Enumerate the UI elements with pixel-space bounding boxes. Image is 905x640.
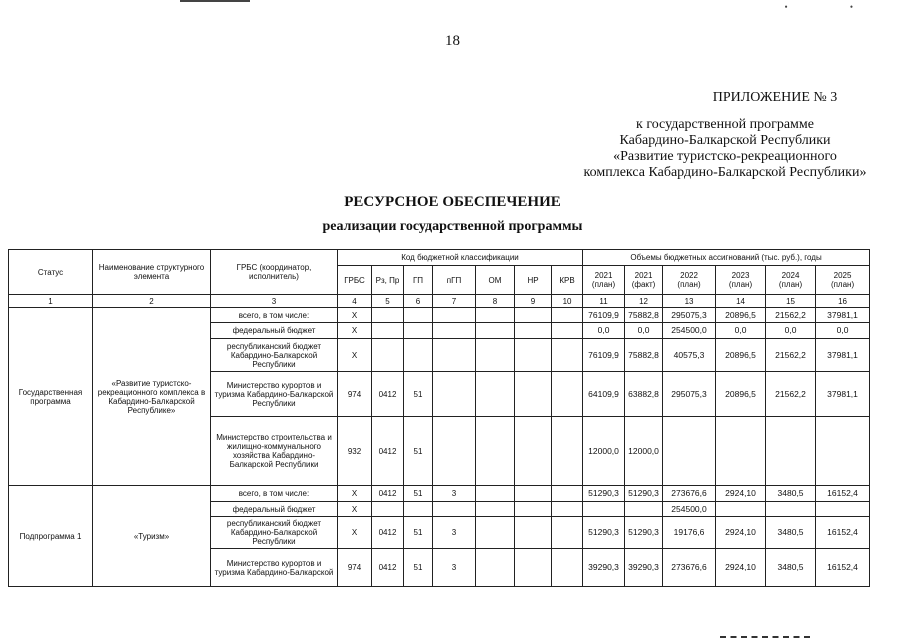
- cell-code: X: [338, 323, 372, 339]
- year-label: 2024: [781, 271, 800, 280]
- column-number: 7: [433, 295, 476, 308]
- cell-value: [716, 417, 766, 486]
- column-number: 10: [552, 295, 583, 308]
- cell-value: 76109,9: [583, 308, 625, 323]
- cell-value: 12000,0: [625, 417, 663, 486]
- cell-code: X: [338, 308, 372, 323]
- cell-value: 20896,5: [716, 372, 766, 417]
- cell-value: 3480,5: [766, 486, 816, 502]
- column-number: 15: [766, 295, 816, 308]
- column-number: 12: [625, 295, 663, 308]
- cell-code: [552, 502, 583, 517]
- appendix-line: Кабардино-Балкарской Республики: [619, 133, 831, 148]
- column-number: 16: [816, 295, 870, 308]
- cell-value: 51290,3: [625, 517, 663, 549]
- scan-artifact-bottom: [720, 634, 810, 638]
- document-title: РЕСУРСНОЕ ОБЕСПЕЧЕНИЕ: [344, 194, 561, 210]
- cell-code: [476, 417, 515, 486]
- header-grbs: ГРБС (координатор, исполнитель): [211, 250, 338, 295]
- cell-code: X: [338, 339, 372, 372]
- cell-code: [433, 372, 476, 417]
- cell-code: [476, 517, 515, 549]
- cell-grbs: Министерство курортов и туризма Кабардино-Балкарской Республики: [211, 372, 338, 417]
- header-code-col: НР: [515, 266, 552, 295]
- cell-code: [552, 517, 583, 549]
- cell-code: [404, 339, 433, 372]
- cell-code: [476, 308, 515, 323]
- cell-value: 19176,6: [663, 517, 716, 549]
- header-year-col: [766, 266, 816, 295]
- cell-code: 3: [433, 486, 476, 502]
- header-year-col: [625, 266, 663, 295]
- header-budget-code: Код бюджетной классификации: [338, 250, 583, 266]
- header-code-col: пГП: [433, 266, 476, 295]
- cell-code: [476, 372, 515, 417]
- table-row: [9, 486, 870, 502]
- cell-value: 75882,8: [625, 308, 663, 323]
- column-number: 6: [404, 295, 433, 308]
- cell-grbs: всего, в том числе:: [211, 486, 338, 502]
- year-kind: (план): [728, 280, 753, 289]
- cell-code: [372, 339, 404, 372]
- cell-code: [552, 372, 583, 417]
- year-kind: (план): [830, 280, 855, 289]
- cell-value: 254500,0: [663, 502, 716, 517]
- cell-value: 37981,1: [816, 308, 870, 323]
- cell-code: [515, 549, 552, 587]
- cell-code: [515, 502, 552, 517]
- cell-value: 51290,3: [625, 486, 663, 502]
- cell-code: 51: [404, 486, 433, 502]
- header-code-col: Рз, Пр: [372, 266, 404, 295]
- cell-code: [372, 502, 404, 517]
- cell-code: [404, 323, 433, 339]
- cell-code: [476, 323, 515, 339]
- cell-value: 0,0: [625, 323, 663, 339]
- cell-code: [515, 372, 552, 417]
- cell-code: [515, 417, 552, 486]
- cell-value: [625, 502, 663, 517]
- header-year-col: [816, 266, 870, 295]
- header-element: Наименование структурного элемента: [93, 250, 211, 295]
- cell-value: 75882,8: [625, 339, 663, 372]
- column-number: 13: [663, 295, 716, 308]
- cell-grbs: федеральный бюджет: [211, 502, 338, 517]
- cell-value: 40575,3: [663, 339, 716, 372]
- cell-code: 974: [338, 372, 372, 417]
- cell-code: [552, 417, 583, 486]
- cell-value: 16152,4: [816, 486, 870, 502]
- header-year-col: [716, 266, 766, 295]
- cell-element: «Развитие туристско-рекреационного комплекса в Кабардино-Балкарской Республике»: [93, 308, 211, 486]
- cell-code: [476, 502, 515, 517]
- cell-value: 0,0: [716, 323, 766, 339]
- cell-grbs: республиканский бюджет Кабардино-Балкарской Республики: [211, 339, 338, 372]
- cell-status: Подпрограмма 1: [9, 486, 93, 587]
- cell-value: 51290,3: [583, 486, 625, 502]
- scan-artifact-top: [180, 0, 250, 2]
- cell-value: 2924,10: [716, 517, 766, 549]
- cell-value: 3480,5: [766, 517, 816, 549]
- cell-code: [552, 486, 583, 502]
- cell-code: 51: [404, 517, 433, 549]
- cell-code: X: [338, 502, 372, 517]
- year-kind: (факт): [631, 280, 656, 289]
- cell-value: 16152,4: [816, 549, 870, 587]
- cell-code: [552, 323, 583, 339]
- cell-code: 932: [338, 417, 372, 486]
- cell-grbs: федеральный бюджет: [211, 323, 338, 339]
- header-year-col: [663, 266, 716, 295]
- cell-value: 37981,1: [816, 372, 870, 417]
- column-number: 1: [9, 295, 93, 308]
- cell-code: [433, 323, 476, 339]
- cell-value: [816, 417, 870, 486]
- column-number: 11: [583, 295, 625, 308]
- cell-code: X: [338, 517, 372, 549]
- cell-code: [552, 549, 583, 587]
- page-number: 18: [445, 33, 460, 49]
- header-code-col: ГП: [404, 266, 433, 295]
- cell-code: [552, 308, 583, 323]
- cell-value: 39290,3: [583, 549, 625, 587]
- cell-code: [476, 486, 515, 502]
- cell-value: [716, 502, 766, 517]
- column-number: 5: [372, 295, 404, 308]
- column-number: 2: [93, 295, 211, 308]
- cell-value: 3480,5: [766, 549, 816, 587]
- cell-value: 2924,10: [716, 486, 766, 502]
- column-number: 4: [338, 295, 372, 308]
- appendix-line: комплекса Кабардино-Балкарской Республики»: [583, 165, 867, 180]
- header-year-col: [583, 266, 625, 295]
- cell-value: 64109,9: [583, 372, 625, 417]
- appendix-line: к государственной программе: [636, 117, 814, 132]
- cell-value: [583, 502, 625, 517]
- cell-code: 51: [404, 372, 433, 417]
- cell-code: [476, 549, 515, 587]
- column-number: 8: [476, 295, 515, 308]
- cell-value: 273676,6: [663, 549, 716, 587]
- cell-value: 295075,3: [663, 308, 716, 323]
- cell-code: 0412: [372, 549, 404, 587]
- cell-element: «Туризм»: [93, 486, 211, 587]
- appendix-heading: ПРИЛОЖЕНИЕ № 3: [712, 90, 838, 105]
- scan-artifact-corner: • •: [784, 2, 883, 12]
- cell-code: [476, 339, 515, 372]
- header-code-col: КРВ: [552, 266, 583, 295]
- cell-value: 20896,5: [716, 308, 766, 323]
- cell-value: 20896,5: [716, 339, 766, 372]
- cell-code: 3: [433, 549, 476, 587]
- header-code-col: ОМ: [476, 266, 515, 295]
- document-subtitle: реализации государственной программы: [322, 219, 583, 234]
- cell-value: 0,0: [816, 323, 870, 339]
- cell-value: 63882,8: [625, 372, 663, 417]
- cell-code: [372, 308, 404, 323]
- header-volumes: Объемы бюджетных ассигнований (тыс. руб.), годы: [583, 250, 870, 266]
- cell-code: [515, 517, 552, 549]
- cell-grbs: республиканский бюджет Кабардино-Балкарской Республики: [211, 517, 338, 549]
- cell-code: [433, 339, 476, 372]
- cell-code: [372, 323, 404, 339]
- header-code-col: ГРБС: [338, 266, 372, 295]
- appendix-block: [540, 90, 905, 181]
- column-number: 9: [515, 295, 552, 308]
- cell-value: 37981,1: [816, 339, 870, 372]
- cell-code: [433, 502, 476, 517]
- cell-value: 2924,10: [716, 549, 766, 587]
- cell-code: 0412: [372, 517, 404, 549]
- cell-value: 0,0: [766, 323, 816, 339]
- cell-code: [433, 308, 476, 323]
- cell-code: 51: [404, 549, 433, 587]
- year-label: 2022: [680, 271, 698, 280]
- cell-value: [766, 417, 816, 486]
- cell-code: X: [338, 486, 372, 502]
- year-kind: (план): [778, 280, 803, 289]
- cell-value: 39290,3: [625, 549, 663, 587]
- cell-value: 51290,3: [583, 517, 625, 549]
- cell-code: 0412: [372, 372, 404, 417]
- column-number-row: [9, 295, 870, 308]
- appendix-line: «Развитие туристско-рекреационного: [613, 149, 837, 164]
- cell-value: 0,0: [583, 323, 625, 339]
- year-kind: (план): [591, 280, 616, 289]
- cell-value: 16152,4: [816, 517, 870, 549]
- cell-status: Государственная программа: [9, 308, 93, 486]
- cell-code: 51: [404, 417, 433, 486]
- cell-code: [404, 502, 433, 517]
- cell-value: [663, 417, 716, 486]
- cell-value: 12000,0: [583, 417, 625, 486]
- table-body: [9, 308, 870, 587]
- year-label: 2021: [594, 271, 613, 280]
- column-number: 14: [716, 295, 766, 308]
- cell-code: 3: [433, 517, 476, 549]
- cell-code: 0412: [372, 417, 404, 486]
- year-label: 2025: [833, 271, 852, 280]
- cell-code: [552, 339, 583, 372]
- cell-code: [515, 486, 552, 502]
- cell-grbs: Министерство строительства и жилищно-коммунального хозяйства Кабардино-Балкарской Республики: [211, 417, 338, 486]
- cell-code: [515, 308, 552, 323]
- year-label: 2023: [731, 271, 750, 280]
- column-number: 3: [211, 295, 338, 308]
- header-status: Статус: [9, 250, 93, 295]
- year-label: 2021: [634, 271, 653, 280]
- cell-value: [816, 502, 870, 517]
- cell-grbs: всего, в том числе:: [211, 308, 338, 323]
- cell-value: 254500,0: [663, 323, 716, 339]
- resource-table: [8, 249, 870, 587]
- cell-value: 295075,3: [663, 372, 716, 417]
- cell-value: 21562,2: [766, 372, 816, 417]
- table-row: [9, 308, 870, 323]
- cell-grbs: Министерство курортов и туризма Кабардино-Балкарской: [211, 549, 338, 587]
- cell-code: [515, 339, 552, 372]
- cell-code: 974: [338, 549, 372, 587]
- cell-value: 273676,6: [663, 486, 716, 502]
- cell-value: [766, 502, 816, 517]
- year-kind: (план): [677, 280, 701, 289]
- cell-value: 21562,2: [766, 308, 816, 323]
- cell-value: 76109,9: [583, 339, 625, 372]
- cell-code: 0412: [372, 486, 404, 502]
- cell-value: 21562,2: [766, 339, 816, 372]
- cell-code: [433, 417, 476, 486]
- cell-code: [404, 308, 433, 323]
- cell-code: [515, 323, 552, 339]
